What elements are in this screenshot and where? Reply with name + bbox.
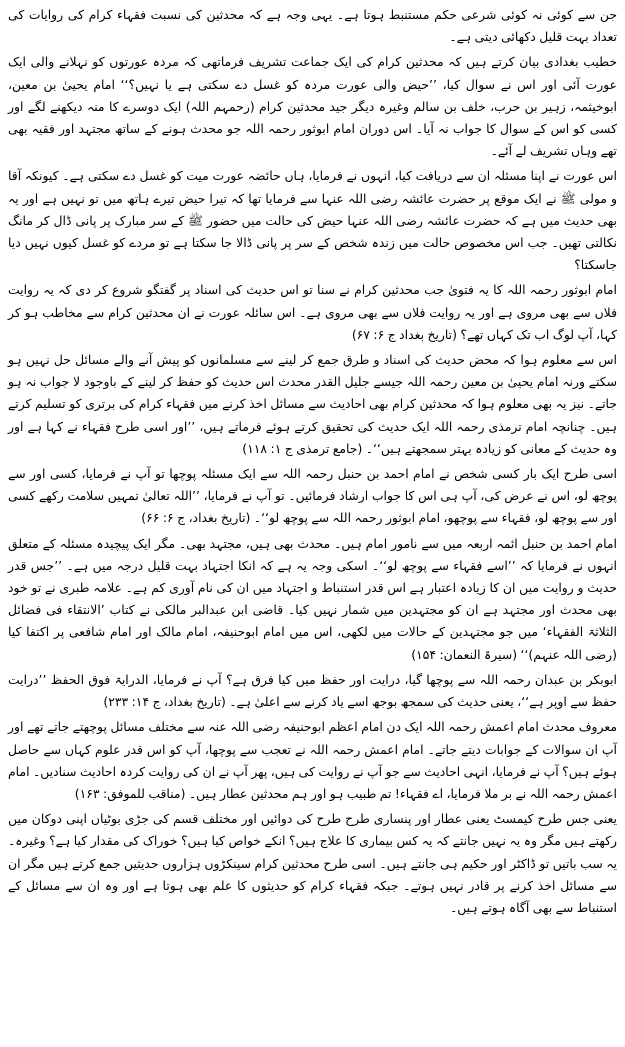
paragraph: اس عورت نے اپنا مسئلہ ان سے دریافت کیا، انہوں نے فرمایا، ہاں حائضہ عورت میت کو غسل دے سکتی ہے۔ کیونکہ آقا و مولی ﷺ نے ایک موقع پر حضرت عائشہ رضی اللہ عنہا سے فرمایا تھا کہ تیرا حیض تیرے ہاتھ میں تو نہیں ہے اور یہ بھی حدیث میں ہے کہ حضرت عائشہ رضی اللہ عنہا حیض کی حالت میں حضور ﷺ کے سر مبارک پر پانی ڈال کر مانگ نکالتی تھیں۔ جب اس مخصوص حالت میں زندہ شخص کے سر پر پانی ڈالا جا سکتا ہے تو مردے کو غسل کیوں نہیں دیا جاسکتا؟ [8,168,617,273]
paragraph: ابوبکر بن عبدان رحمہ اللہ سے پوچھا گیا، درایت اور حفظ میں کیا فرق ہے؟ آپ نے فرمایا، الدرایۃ فوق الحفظ ’’درایت حفظ سے اوپر ہے‘‘، یعنی حدیث کی سمجھ بوجھ اسے یاد کرنے سے اعلیٰ ہے۔ (تاریخ بغداد، ج ۱۴: ۲۳۳) [8,671,617,710]
paragraph: خطیب بغدادی بیان کرتے ہیں کہ محدثین کرام کی ایک جماعت تشریف فرماتھی کہ مردہ عورتوں کو نہلانے والی ایک عورت آئی اور اس نے سوال کیا، ’’حیض والی عورت مردہ کو غسل دے سکتی ہے یا نہیں؟‘‘ امام یحییٰ بن معین، ابوخیثمہ، زہیر بن حرب، خلف بن سالم وغیرہ دیگر جید محدثین کرام (رحمہم اللہ) ایک دوسرے کا منہ دیکھنے لگے اور کسی کو اس کے سوال کا جواب نہ آیا۔ اس دوران امام ابوثور رحمہ اللہ جو محدث ہونے کے ساتھ مجتہد اور فقیہ بھی تھے وہاں تشریف لے آئے۔ [8,54,617,159]
paragraph: جن سے کوئی نہ کوئی شرعی حکم مستنبط ہوتا ہے۔ یہی وجہ ہے کہ محدثین کی نسبت فقہاء کرام کی روایات کی تعداد بہت قلیل دکھائی دیتی ہے۔ [8,7,617,45]
paragraph: اسی طرح ایک بار کسی شخص نے امام احمد بن حنبل رحمہ اللہ سے ایک مسئلہ پوچھا تو آپ نے فرمایا، کسی اور سے پوچھ لو، اس نے عرض کی، آپ ہی اس کا جواب ارشاد فرمائیں۔ تو آپ نے فرمایا، ’’اللہ تعالیٰ تمہیں سلامت رکھے کسی اور سے پوچھ لو، فقہاء سے پوچھو، امام ابوثور رحمہ اللہ سے پوچھ لو‘‘۔ (تاریخ بغداد، ج ۶: ۶۶) [8,466,617,526]
paragraph: امام ابوثور رحمہ اللہ کا یہ فتویٰ جب محدثین کرام نے سنا تو اس حدیث کی اسناد پر گفتگو شروع کر دی کہ یہ روایت فلاں سے بھی مروی ہے اور یہ روایت فلاں سے بھی مروی ہے۔ اس سائلہ عورت نے ان محدثین کرام سے مخاطب ہو کر کہا، آپ لوگ اب تک کہاں تھے؟ (تاریخ بغداد ج ۶: ۶۷) [8,282,617,342]
paragraph: معروف محدث امام اعمش رحمہ اللہ ایک دن امام اعظم ابوحنیفہ رضی اللہ عنہ سے مختلف مسائل پوچھتے جاتے تھے اور آپ ان سوالات کے جوابات دیتے جاتے۔ امام اعمش رحمہ اللہ نے تعجب سے پوچھا، آپ کو اس قدر علوم کہاں سے حاصل ہوئے ہیں؟ آپ نے فرمایا، انہی احادیث سے جو آپ نے روایت کی ہیں، پھر آپ نے ان کی روایت کردہ احادیث سنادیں۔ امام اعمش رحمہ اللہ نے بر ملا فرمایا، اے فقہاء! تم طبیب ہو اور ہم محدثین عطار ہیں۔ (مناقب للموفق: ۱۶۳) [8,719,617,801]
paragraph: امام احمد بن حنبل ائمہ اربعہ میں سے نامور امام ہیں۔ محدث بھی ہیں، مجتہد بھی۔ مگر ایک پیچیدہ مسئلہ کے متعلق انہوں نے فرمایا کہ ’’اسے فقہاء سے پوچھ لو‘‘۔ اسکی وجہ یہ ہے کہ انکا اجتہاد بہت قلیل درجہ میں ہے۔ ’’جس قدر حدیث و روایت میں ان کا زیادہ اعتبار ہے اس قدر استنباط و اجتہاد میں ان کی نام آوری کم ہے۔ علامہ طبری نے تو خود بھی محدث اور مجتہد ہے ان کو مجتہدین میں شمار نہیں کیا۔ قاضی ابن عبدالبر مالکی نے کتاب ’الانتقاء فی فضائل الثلاثۃ الفقہاء‘ میں جو مجتہدین کے حالات میں لکھی، اس میں امام ابوحنیفہ، امام مالک اور امام شافعی پر اکتفا کیا (رضی اللہ عنہم)‘‘ (سیرۃ النعمان: ۱۵۴) [8,535,617,662]
paragraph: اس سے معلوم ہوا کہ محض حدیث کی اسناد و طرق جمع کر لینے سے مسلمانوں کو پیش آنے والے مسائل حل نہیں ہو سکتے ورنہ امام یحییٰ بن معین رحمہ اللہ جیسے جلیل القدر محدث اس حدیث کو حفظ کر لینے کے باوجود لا جواب نہ ہو جاتے۔ نیز یہ بھی معلوم ہوا کہ محدثین کرام بھی احادیث سے مسائل اخذ کرنے میں فقہاء کرام کی برتری کو تسلیم کرتے ہیں۔ چنانچہ امام ترمذی رحمہ اللہ ایک حدیث کی تحقیق کرتے ہوئے فرماتے ہیں، ’’اور اسی طرح فقہاء نے کہا ہے اور وہ حدیث کے معانی کو زیادہ بہتر سمجھتے ہیں‘‘۔ (جامع ترمذی ج ۱: ۱۱۸) [8,352,617,456]
paragraph: یعنی جس طرح کیمسٹ یعنی عطار اور پنساری طرح طرح کی دوائیں اور مختلف قسم کی جڑی بوٹیاں اپنی دوکان میں رکھتے ہیں مگر وہ یہ نہیں جانتے کہ یہ کس بیماری کا علاج ہیں؟ انکے خواص کیا ہیں؟ خوراک کی مقدار کیا ہے؟ وغیرہ۔ یہ سب باتیں تو ڈاکٹر اور حکیم ہی جانتے ہیں۔ اسی طرح محدثین کرام سینکڑوں ہزاروں حدیثیں جمع کرتے ہیں مگر ان سے مسائل اخذ کرنے پر قادر نہیں ہوتے۔ جبکہ فقہاء کرام کو حدیثوں کا علم بھی ہوتا ہے اور وہ ان سے مسائل کے استنباط سے بھی آگاہ ہوتے ہیں۔ [8,811,617,915]
